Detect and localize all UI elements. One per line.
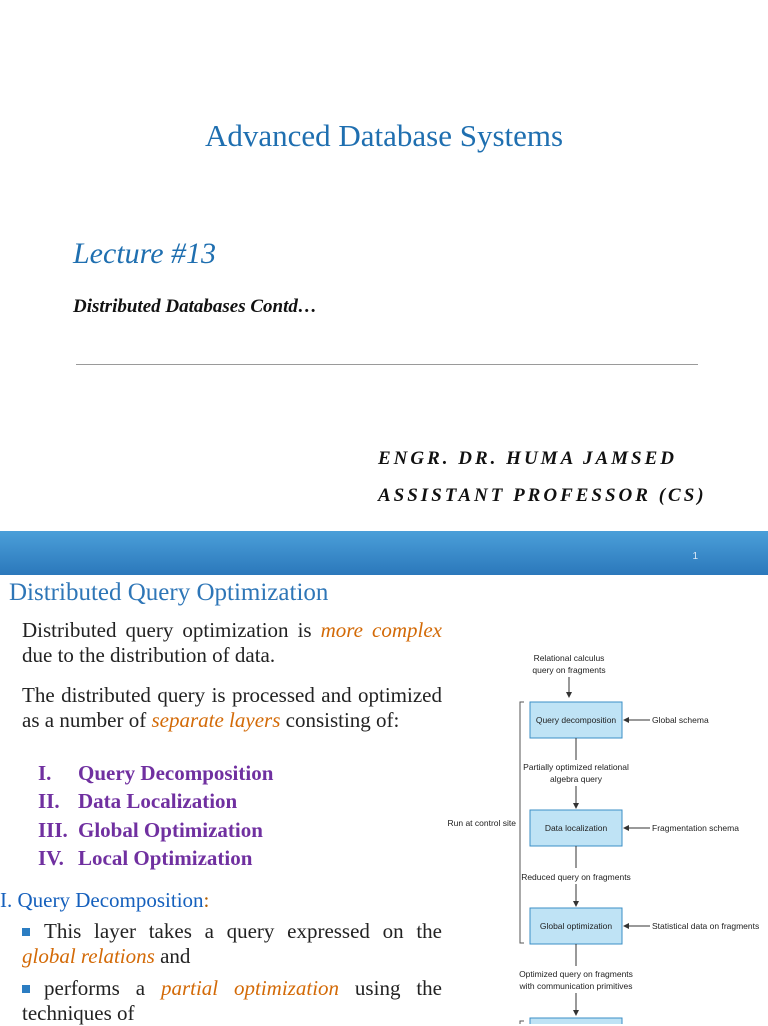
layer-label: Data Localization [78, 789, 238, 813]
control-site-label: Run at control site [447, 818, 516, 828]
control-site-bracket [520, 702, 524, 943]
layer-number: I. [38, 761, 52, 785]
output-label: Partially optimized relational [523, 762, 629, 772]
bullet-highlight: global relations [22, 944, 155, 968]
layer-label: Global Optimization [78, 818, 263, 842]
layer-item [38, 846, 252, 871]
layer-item [38, 789, 237, 814]
bullet-icon [22, 985, 30, 993]
layer-item [38, 818, 263, 843]
para-highlight: separate layers [151, 708, 281, 732]
box-label: Query decomposition [535, 715, 617, 725]
para-text: consisting of: [280, 708, 400, 732]
slide-header-band [0, 531, 768, 575]
page-number: 1 [692, 551, 698, 562]
diagram-input-label: query on fragments [532, 665, 606, 675]
course-title: Advanced Database Systems [204, 118, 564, 153]
output-label: Optimized query on fragments [519, 969, 633, 979]
fragmentation-schema-label: Fragmentation schema [652, 823, 739, 833]
section-heading [0, 888, 209, 913]
section-label: Query Decomposition [17, 888, 204, 912]
para-text: Distributed query optimization is [22, 618, 321, 642]
layer-number: III. [38, 818, 68, 842]
divider [76, 364, 698, 365]
para-highlight: more complex [320, 618, 442, 642]
author-title: ASSISTANT PROFESSOR (CS) [378, 485, 707, 506]
para-text: due to the distribution of data. [22, 643, 276, 667]
bullet-text: and [154, 944, 191, 968]
statistical-data-label: Statistical data on fragments [652, 921, 760, 931]
next-box-partial [530, 1018, 622, 1024]
bullet-text: performs a [44, 976, 161, 1000]
bullet-item [22, 976, 442, 1026]
bullet-text: This layer takes a query expressed on the [44, 919, 442, 943]
box-label: Data localization [544, 823, 608, 833]
output-label: Reduced query on fragments [521, 872, 631, 882]
bullet-item [22, 919, 442, 969]
section-number: I. [0, 888, 18, 912]
layers-paragraph [22, 683, 442, 733]
output-label: algebra query [550, 774, 602, 784]
layer-number: II. [38, 789, 60, 813]
bullet-text: using the techniques of [22, 976, 442, 1025]
author-name: ENGR. DR. HUMA JAMSED [378, 448, 677, 469]
lecture-number: Lecture #13 [73, 237, 217, 270]
layer-label: Query Decomposition [78, 761, 274, 785]
section-colon: : [203, 888, 210, 912]
para-text: The distributed query is processed and optimized as a number of [22, 683, 442, 732]
lecture-subtitle: Distributed Databases Contd… [73, 296, 317, 317]
layer-number: IV. [38, 846, 64, 870]
box-label: Global optimization [539, 921, 613, 931]
global-schema-label: Global schema [652, 715, 709, 725]
bullet-highlight: partial optimization [160, 976, 340, 1000]
slide-title: Distributed Query Optimization [9, 579, 329, 606]
layer-item [38, 761, 273, 786]
diagram-input-label: Relational calculus [533, 653, 605, 663]
layer-label: Local Optimization [78, 846, 253, 870]
output-label: with communication primitives [519, 981, 633, 991]
bullet-icon [22, 928, 30, 936]
query-processing-diagram [440, 640, 768, 1024]
intro-paragraph [22, 618, 442, 668]
